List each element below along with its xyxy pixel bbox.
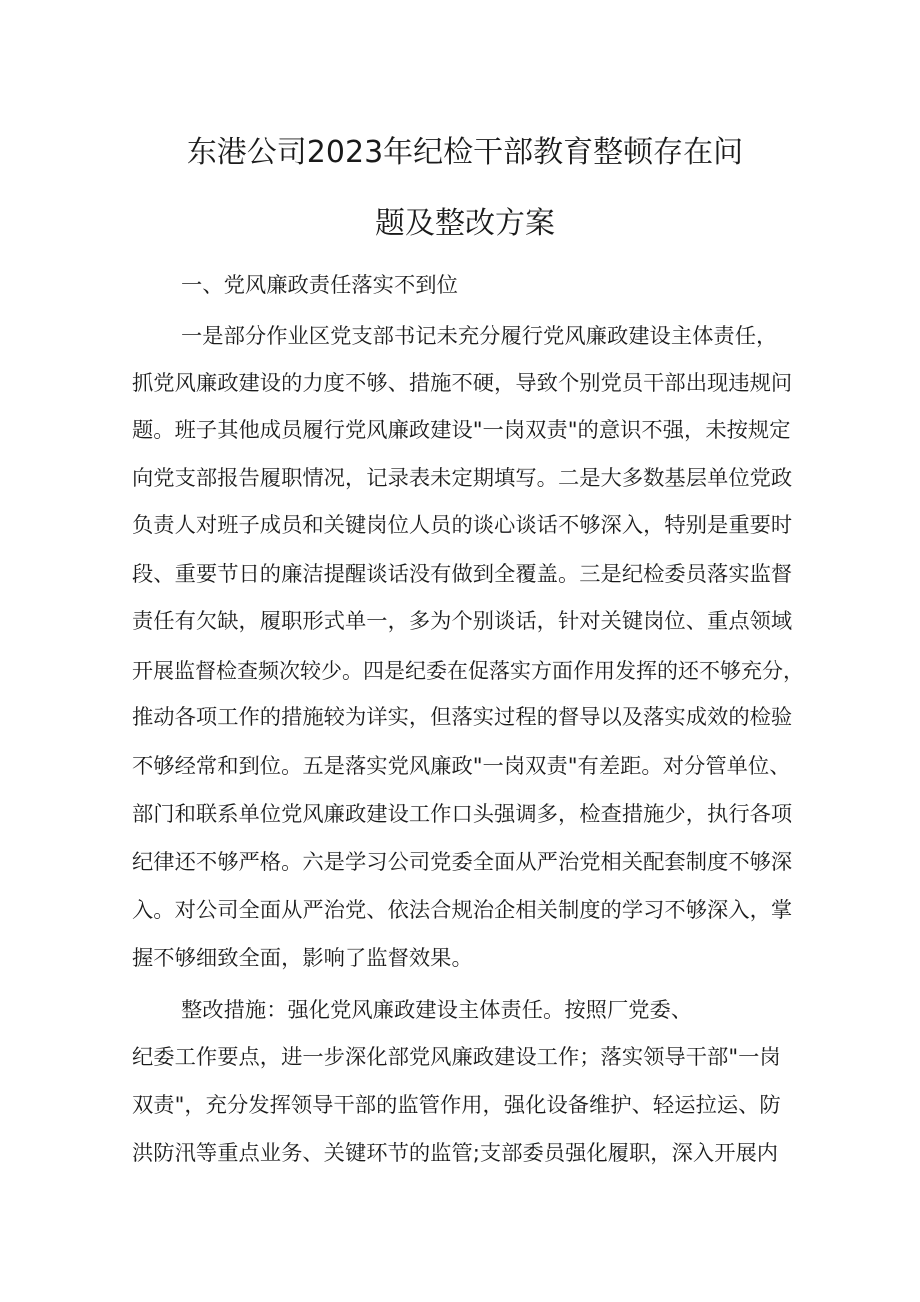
paragraph-line: 纪委工作要点，进一步深化部党风廉政建设工作；落实领导干部"一岗 [132,1045,781,1070]
paragraph-line: 洪防汛等重点业务、关键环节的监管;支部委员强化履职，深入开展内 [132,1141,779,1166]
section-heading: 一、党风廉政责任落实不到位 [181,273,458,298]
paragraph-line: 题。班子其他成员履行党风廉政建设"一岗双责"的意识不强，未按规定 [132,418,791,443]
paragraph-line: 部门和联系单位党风廉政建设工作口头强调多，检查措施少，执行各项 [132,802,793,827]
paragraph-line: 向党支部报告履职情况，记录表未定期填写。二是大多数基层单位党政 [132,466,793,491]
paragraph-line: 段、重要节日的廉洁提醒谈话没有做到全覆盖。三是纪检委员落实监督 [132,562,793,587]
paragraph-line: 开展监督检查频次较少。四是纪委在促落实方面作用发挥的还不够充分， [132,659,804,683]
paragraph-line: 双责"，充分发挥领导干部的监管作用，强化设备维护、轻运拉运、防 [132,1093,781,1118]
document-title-line-2: 题及整改方案 [375,206,555,241]
paragraph-line: 抓党风廉政建设的力度不够、措施不硬，导致个别党员干部出现违规问 [132,371,793,396]
paragraph-line: 纪律还不够严格。六是学习公司党委全面从严治党相关配套制度不够深 [132,850,793,875]
document-title-line-1: 东港公司2023年纪检干部教育整顿存在问 [186,135,744,170]
paragraph-line: 责任有欠缺，履职形式单一，多为个别谈话，针对关键岗位、重点领域 [132,609,793,634]
paragraph-line: 入。对公司全面从严治党、依法合规治企相关制度的学习不够深入，掌 [132,898,793,923]
paragraph-line: 握不够细致全面，影响了监督效果。 [132,946,473,971]
paragraph-line: 推动各项工作的措施较为详实，但落实过程的督导以及落实成效的检验 [132,705,793,730]
paragraph-line: 一是部分作业区党支部书记未充分履行党风廉政建设主体责任， [181,324,778,349]
paragraph-line: 整改措施：强化党风廉政建设主体责任。按照厂党委、 [181,998,693,1023]
paragraph-line: 不够经常和到位。五是落实党风廉政"一岗双责"有差距。对分管单位、 [132,754,791,779]
paragraph-line: 负责人对班子成员和关键岗位人员的谈心谈话不够深入，特别是重要时 [132,513,793,538]
